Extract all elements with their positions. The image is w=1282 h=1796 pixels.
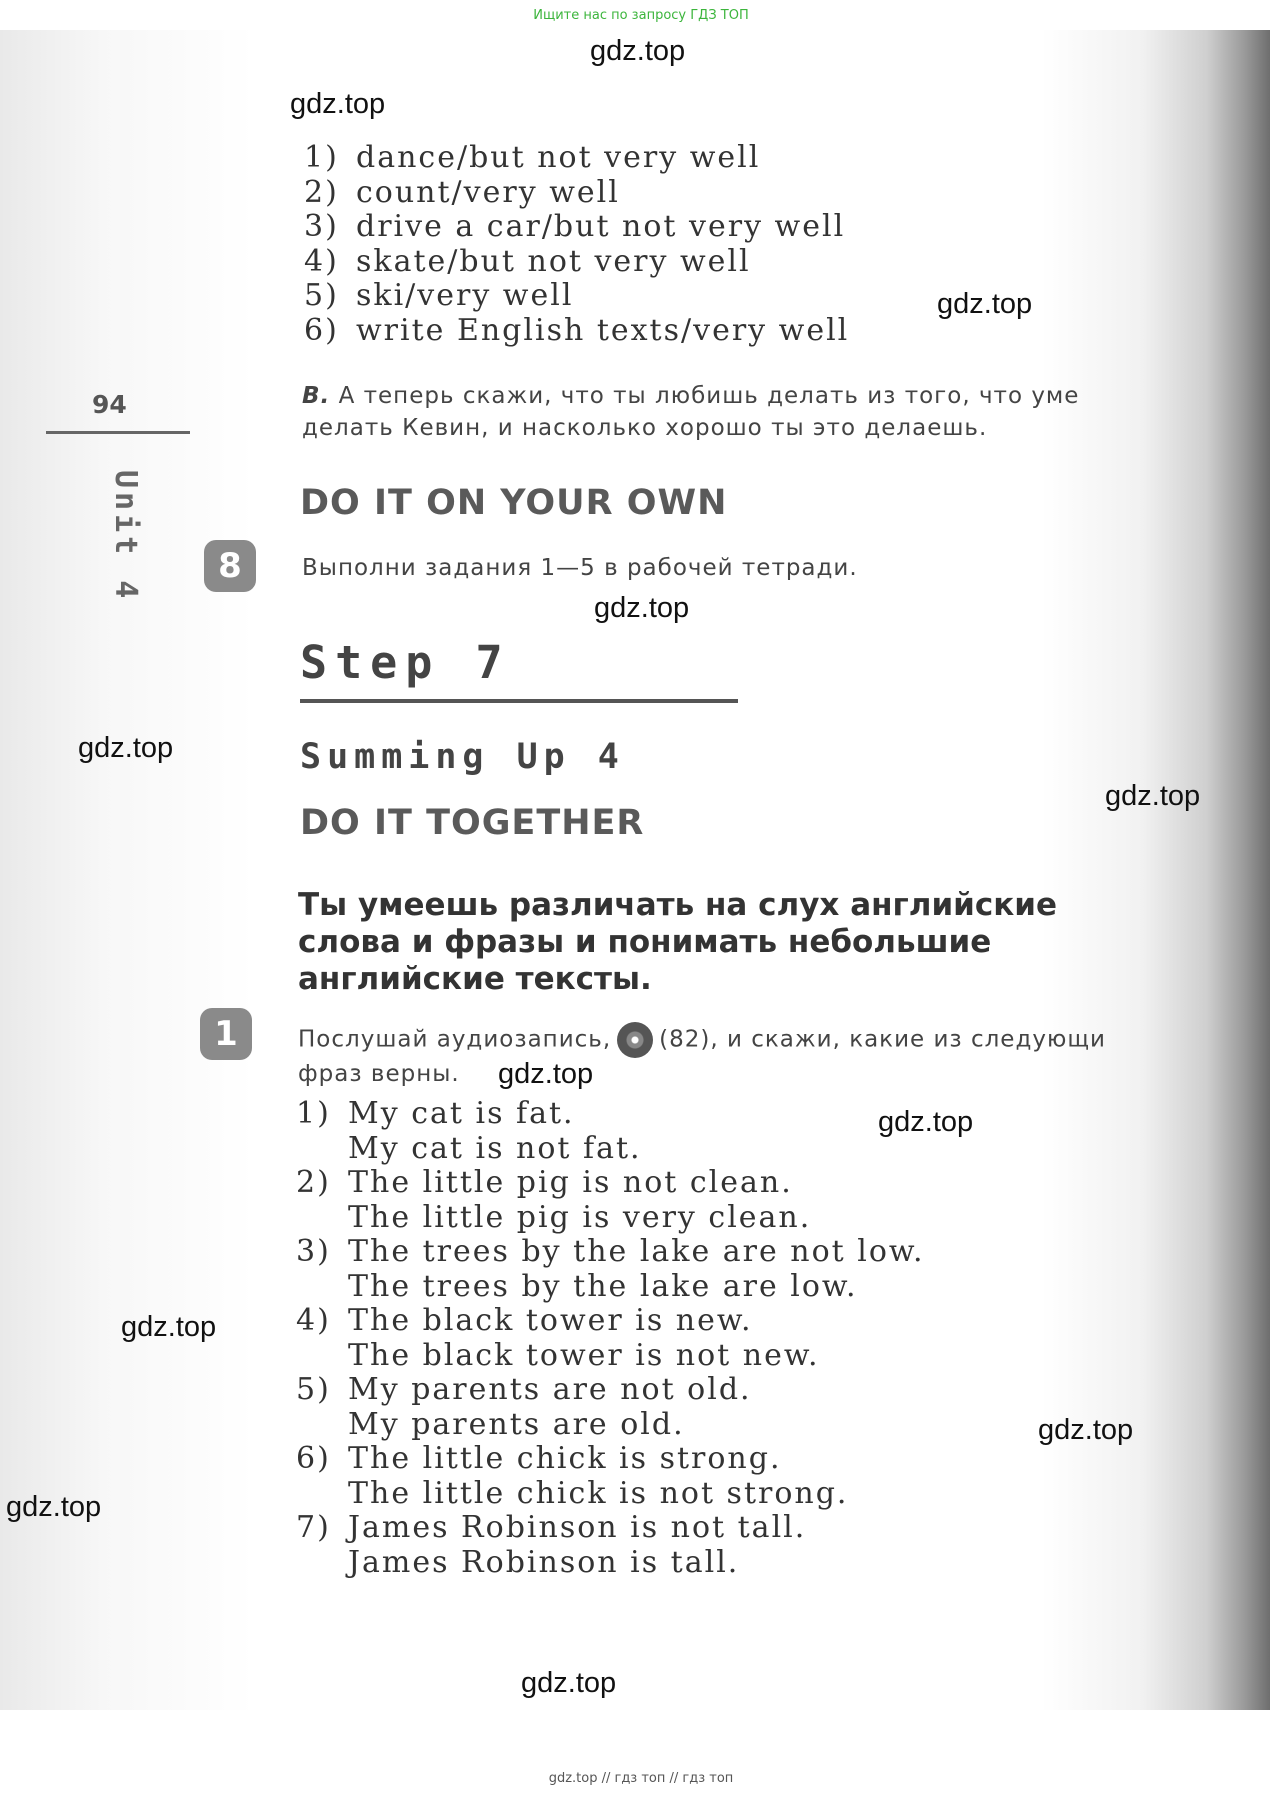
list-item: My cat is not fat. [348,1130,642,1166]
list-item: 2) count/very well [304,174,620,210]
list-item: 4) The black tower is new. [296,1303,753,1338]
section-heading-together: DO IT TOGETHER [300,803,645,843]
watermark: gdz.top [521,1667,617,1699]
list-item: 3) The trees by the lake are not low. [296,1234,925,1269]
list-item: 1) My cat is fat. [296,1096,575,1131]
page-number: 94 [92,390,127,419]
exercise-1-text: Послушай аудиозапись, (82), и скажи, какие из следующи фраз верны. [298,1022,1198,1091]
list-item: My parents are old. [348,1406,685,1442]
section-heading-own: DO IT ON YOUR OWN [300,483,728,523]
list-item: 1) dance/but not very well [304,140,761,175]
summing-up-title: Summing Up 4 [300,737,625,777]
watermark: gdz.top [594,592,690,624]
list-item: The trees by the lake are low. [348,1268,858,1304]
list-item: 2) The little pig is not clean. [296,1165,793,1200]
exercise-8-text: Выполни задания 1—5 в рабочей тетради. [302,555,858,581]
audio-cd-icon[interactable] [617,1022,653,1058]
watermark: gdz.top [121,1311,217,1343]
list-item: 6) write English texts/very well [304,312,850,348]
task-b-letter: B. [302,383,331,409]
watermark: gdz.top [1038,1414,1134,1446]
phrase-pairs-list [296,1097,925,1580]
list-item: 5) ski/very well [304,278,574,313]
watermark: gdz.top [937,288,1033,320]
list-item: 4) skate/but not very well [304,243,751,279]
exercise-number-badge: 1 [200,1008,252,1060]
watermark: gdz.top [590,35,686,67]
list-item: 5) My parents are not old. [296,1372,752,1407]
bottom-links[interactable]: gdz.top // гдз топ // гдз топ [548,1771,734,1786]
page-number-rule [46,431,190,434]
list-item: The little pig is very clean. [348,1199,812,1235]
list-item: The black tower is not new. [348,1337,820,1373]
task-b: B. А теперь скажи, что ты любишь делать из того, что уме делать Кевин, и насколько хорошо ты это делаешь. [302,383,1080,441]
exercise-list [304,141,849,348]
top-banner[interactable]: Ищите нас по запросу ГДЗ ТОП [533,8,749,23]
list-item: James Robinson is tall. [348,1544,740,1580]
watermark: gdz.top [6,1491,102,1523]
exercise-number-badge: 8 [204,540,256,592]
step-title: Step 7 [300,636,511,689]
watermark: gdz.top [290,88,386,120]
watermark: gdz.top [78,732,174,764]
unit-label: Unit 4 [108,470,143,603]
step-rule [300,699,738,703]
watermark: gdz.top [1105,780,1201,812]
watermark: gdz.top [498,1058,594,1090]
skill-statement: Ты умеешь различать на слух английские слова и фразы и понимать небольшие английские тексты. [298,887,1058,997]
watermark: gdz.top [878,1106,974,1138]
list-item: 6) The little chick is strong. [296,1441,782,1476]
list-item: 7) James Robinson is not tall. [296,1510,807,1545]
list-item: The little chick is not strong. [348,1475,849,1511]
list-item: 3) drive a car/but not very well [304,209,846,244]
